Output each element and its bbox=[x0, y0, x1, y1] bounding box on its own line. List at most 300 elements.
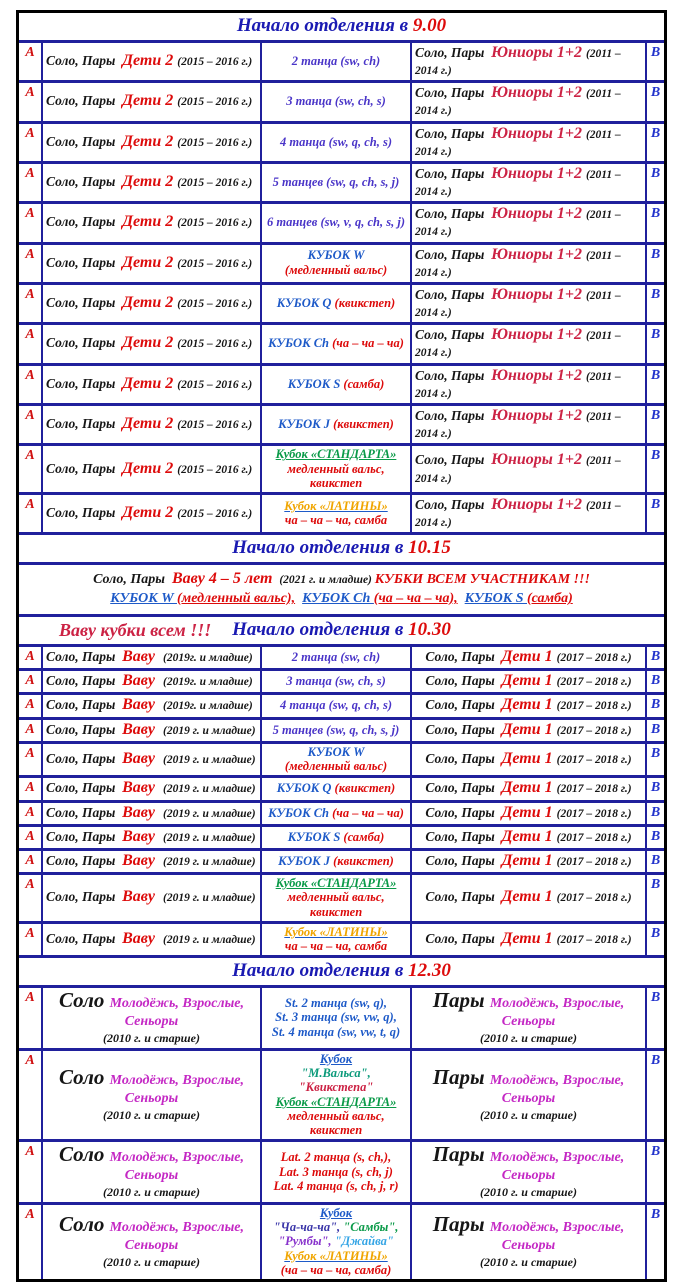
text-run: (2015 – 2016 г.) bbox=[177, 463, 253, 476]
category-left-cell bbox=[43, 1142, 262, 1202]
text-line bbox=[415, 125, 642, 159]
text-run: Соло, Пары bbox=[46, 93, 123, 109]
hall-a-marker: А bbox=[19, 851, 43, 872]
text-line bbox=[415, 804, 642, 822]
hall-b-marker: В bbox=[650, 697, 661, 713]
text-line bbox=[415, 1143, 642, 1184]
text-run: (2019г. и младше) bbox=[162, 651, 253, 664]
category-right-cell bbox=[412, 204, 647, 241]
text-line bbox=[265, 854, 407, 868]
text-run: "Квикстепа" bbox=[298, 1080, 374, 1095]
text-run: Соло, Пары bbox=[46, 852, 123, 868]
text-run: Пары bbox=[432, 1065, 490, 1090]
dances-cell bbox=[262, 851, 412, 872]
dances-cell bbox=[262, 924, 412, 956]
text-run: (2017 – 2018 г.) bbox=[556, 783, 632, 796]
text-run: (2015 – 2016 г.) bbox=[177, 257, 253, 270]
text-run: Дети 1 bbox=[501, 720, 557, 738]
text-line bbox=[46, 989, 257, 1030]
hall-a-marker: А bbox=[19, 924, 43, 956]
category-left-cell bbox=[43, 325, 262, 362]
text-line bbox=[265, 890, 407, 919]
dances-cell bbox=[262, 406, 412, 443]
category-left-cell bbox=[43, 285, 262, 322]
text-line bbox=[415, 696, 642, 714]
category-left-cell bbox=[43, 695, 262, 716]
text-run: (2019г. и младше) bbox=[162, 676, 253, 689]
text-line bbox=[265, 830, 407, 844]
text-line bbox=[265, 650, 407, 664]
text-run: Lat. 4 танца (s, ch, j, r) bbox=[273, 1178, 399, 1193]
text-line bbox=[265, 1165, 407, 1179]
text-run: (2019 г. и младше) bbox=[162, 807, 256, 820]
dances-cell bbox=[262, 803, 412, 824]
text-run: "М.Вальса", bbox=[301, 1066, 374, 1081]
hall-b-marker: В bbox=[650, 367, 661, 383]
schedule-row bbox=[19, 406, 664, 446]
text-run: Ваву bbox=[122, 803, 163, 821]
schedule-row bbox=[19, 124, 664, 164]
dances-cell bbox=[262, 1051, 412, 1140]
text-run: Дети 2 bbox=[122, 504, 178, 522]
session-900 bbox=[19, 13, 664, 43]
category-left-cell bbox=[43, 406, 262, 443]
schedule-row bbox=[19, 446, 664, 495]
text-line bbox=[46, 1213, 257, 1254]
text-line bbox=[46, 750, 257, 768]
text-run: (2015 – 2016 г.) bbox=[177, 55, 253, 68]
text-run: (2021 г. и младше) bbox=[276, 574, 375, 587]
text-line bbox=[265, 759, 407, 773]
text-line bbox=[46, 92, 257, 110]
category-left-cell bbox=[43, 366, 262, 403]
text-run: Соло, Пары bbox=[46, 828, 123, 844]
text-run: (медленный вальс) bbox=[284, 759, 388, 774]
text-run: (2011 – 2014 г.) bbox=[415, 455, 624, 485]
hall-b-marker: В bbox=[650, 1206, 661, 1222]
text-run: (2019 г. и младше) bbox=[162, 831, 256, 844]
text-run: (2011 – 2014 г.) bbox=[415, 289, 624, 320]
text-run: (2019 г. и младше) bbox=[162, 783, 256, 796]
text-run: (2019 г. и младше) bbox=[162, 753, 256, 766]
schedule-row bbox=[19, 924, 664, 959]
header-title bbox=[232, 960, 451, 981]
hall-b-marker: В bbox=[650, 1144, 661, 1160]
text-run: КУБОК W bbox=[307, 744, 365, 759]
category-left-cell bbox=[43, 988, 262, 1048]
text-line bbox=[265, 876, 407, 890]
text-run: Дети 2 bbox=[122, 374, 178, 392]
text-line bbox=[415, 451, 642, 485]
text-run: "Румбы", bbox=[278, 1234, 335, 1249]
category-left-cell bbox=[43, 720, 262, 741]
text-run: Lat. 2 танца (s, ch,), bbox=[280, 1150, 392, 1165]
text-run: Ваву bbox=[122, 672, 163, 690]
text-run: Соло, Пары bbox=[425, 721, 502, 737]
text-line bbox=[265, 447, 407, 461]
category-left-cell bbox=[43, 1051, 262, 1140]
text-run: Дети 2 bbox=[122, 213, 178, 231]
text-line bbox=[415, 930, 642, 948]
hall-b-marker: В bbox=[650, 1052, 661, 1068]
text-run: Соло, Пары bbox=[415, 497, 492, 513]
text-run: (2010 г. и старше) bbox=[480, 1255, 577, 1270]
schedule-row bbox=[19, 851, 664, 875]
text-run: Соло, Пары bbox=[46, 52, 123, 68]
text-run: Соло, Пары bbox=[425, 673, 502, 689]
hall-a-marker: А bbox=[19, 325, 43, 362]
text-line bbox=[46, 334, 257, 352]
text-line bbox=[265, 1052, 407, 1066]
text-run: (квикстеп) bbox=[334, 781, 396, 796]
text-run: Ваву bbox=[122, 779, 163, 797]
text-line bbox=[46, 804, 257, 822]
text-line bbox=[46, 779, 257, 797]
text-line bbox=[415, 989, 642, 1030]
text-line bbox=[415, 1107, 642, 1123]
category-right-cell bbox=[412, 124, 647, 161]
text-run: (2017 – 2018 г.) bbox=[556, 700, 632, 713]
schedule-row bbox=[19, 1051, 664, 1143]
schedule-row bbox=[19, 164, 664, 204]
text-run: Дети 2 bbox=[122, 92, 178, 110]
dances-cell bbox=[262, 695, 412, 716]
text-run: (2015 – 2016 г.) bbox=[177, 217, 253, 230]
text-run: (2015 – 2016 г.) bbox=[177, 96, 253, 109]
text-run: (квикстеп) bbox=[333, 853, 394, 868]
category-right-cell bbox=[412, 988, 647, 1048]
text-line bbox=[265, 925, 407, 939]
category-right-cell bbox=[412, 924, 647, 956]
category-right-cell bbox=[412, 695, 647, 716]
hall-a-marker: А bbox=[19, 671, 43, 692]
text-line bbox=[415, 721, 642, 739]
schedule-row bbox=[19, 83, 664, 123]
dances-cell bbox=[262, 325, 412, 362]
category-left-cell bbox=[43, 778, 262, 799]
text-line bbox=[46, 828, 257, 846]
text-line bbox=[46, 1184, 257, 1200]
text-line bbox=[265, 336, 407, 350]
text-line bbox=[265, 698, 407, 712]
text-run: Дети 2 bbox=[122, 132, 178, 150]
text-run: Начало отделения в bbox=[232, 619, 409, 640]
text-run: (2019 г. и младше) bbox=[162, 724, 256, 737]
category-right-cell bbox=[412, 1142, 647, 1202]
text-run: (2011 – 2014 г.) bbox=[415, 249, 624, 279]
hall-b-marker: В bbox=[650, 497, 661, 513]
category-right-cell bbox=[412, 83, 647, 120]
text-run: Молодёжь, Взрослые, Сеньоры bbox=[109, 1073, 248, 1107]
category-left-cell bbox=[43, 1205, 262, 1279]
text-run: Юниоры 1+2 bbox=[491, 84, 586, 102]
text-run: Дети 1 bbox=[501, 827, 557, 845]
text-run: Соло, Пары bbox=[425, 697, 502, 713]
text-run: Соло, Пары bbox=[46, 750, 123, 766]
text-run: Соло, Пары bbox=[425, 852, 502, 868]
hall-b-marker: В bbox=[650, 286, 661, 302]
text-run: "Джайва" bbox=[334, 1234, 394, 1249]
schedule-row bbox=[19, 366, 664, 406]
text-line bbox=[265, 499, 407, 513]
text-run: КУБОК Q bbox=[276, 781, 335, 796]
dances-cell bbox=[262, 744, 412, 776]
text-run: медленный вальс, квикстеп bbox=[287, 1108, 388, 1138]
hall-a-marker: А bbox=[19, 744, 43, 776]
text-run: Соло, Пары bbox=[46, 375, 123, 391]
hall-a-marker: А bbox=[19, 1205, 43, 1279]
text-run: Соло, Пары bbox=[46, 173, 123, 189]
text-run: ча – ча – ча, самба bbox=[284, 939, 388, 954]
category-left-cell bbox=[43, 647, 262, 668]
session-1015 bbox=[19, 535, 664, 565]
text-run: Начало отделения в bbox=[232, 537, 409, 559]
text-run: 5 танцев (sw, q, ch, s, j) bbox=[272, 722, 400, 737]
text-line bbox=[415, 852, 642, 870]
text-run: Дети 1 bbox=[501, 930, 557, 948]
text-run: Соло, Пары bbox=[46, 780, 123, 796]
text-run: Молодёжь, Взрослые, Сеньоры bbox=[109, 1220, 248, 1254]
hall-a-marker: А bbox=[19, 83, 43, 120]
category-right-cell bbox=[412, 366, 647, 403]
text-run: (2015 – 2016 г.) bbox=[177, 508, 253, 521]
text-run: 4 танца (sw, q, ch, s) bbox=[279, 698, 393, 713]
text-run: Дети 2 bbox=[122, 334, 178, 352]
hall-a-marker: А bbox=[19, 124, 43, 161]
text-line bbox=[46, 375, 257, 393]
dances-cell bbox=[262, 827, 412, 848]
text-run: Соло bbox=[58, 1065, 110, 1090]
text-run: Дети 1 bbox=[501, 647, 557, 665]
text-run: (2015 – 2016 г.) bbox=[177, 338, 253, 351]
schedule-row bbox=[19, 695, 664, 719]
text-line bbox=[415, 1213, 642, 1254]
text-run: Ваву 4 – 5 лет bbox=[171, 570, 277, 588]
text-run: медленный вальс, квикстеп bbox=[287, 890, 388, 919]
hall-a-marker: А bbox=[19, 43, 43, 80]
hall-a-marker: А bbox=[19, 1142, 43, 1202]
text-run: Дети 2 bbox=[122, 459, 178, 477]
text-run: 6 танцев (sw, v, q, ch, s, j) bbox=[267, 215, 405, 230]
hall-a-marker: А bbox=[19, 695, 43, 716]
text-run: (2011 – 2014 г.) bbox=[415, 410, 624, 441]
text-run: 10.30 bbox=[408, 619, 451, 640]
text-line bbox=[265, 1179, 407, 1193]
schedule-row bbox=[19, 778, 664, 802]
text-line bbox=[415, 165, 642, 199]
text-line bbox=[46, 1254, 257, 1270]
text-line bbox=[415, 407, 642, 441]
text-run: Lat. 3 танца (s, ch, j) bbox=[279, 1164, 393, 1179]
text-run: Дети 2 bbox=[122, 293, 178, 311]
text-run: (2019 г. и младше) bbox=[162, 892, 256, 905]
schedule-row bbox=[19, 803, 664, 827]
text-run: (ча – ча – ча), bbox=[373, 591, 458, 607]
text-run: Ваву bbox=[122, 749, 163, 767]
text-run: Соло, Пары bbox=[415, 206, 492, 222]
hall-b-marker: В bbox=[650, 745, 661, 761]
category-right-cell bbox=[412, 1205, 647, 1279]
category-right-cell bbox=[412, 245, 647, 282]
text-run: Юниоры 1+2 bbox=[491, 164, 586, 182]
text-run: (2017 – 2018 г.) bbox=[556, 651, 632, 664]
text-run: Соло, Пары bbox=[415, 85, 492, 101]
schedule-row bbox=[19, 875, 664, 924]
text-run: Ваву bbox=[122, 930, 163, 948]
text-run: (2019г. и младше) bbox=[162, 700, 253, 713]
text-run: Соло, Пары bbox=[425, 889, 502, 905]
hall-a-marker: А bbox=[19, 778, 43, 799]
category-left-cell bbox=[43, 83, 262, 120]
text-run: (ча – ча – ча, самба) bbox=[280, 1262, 392, 1277]
text-run: Юниоры 1+2 bbox=[491, 43, 586, 61]
hall-b-marker: В bbox=[650, 648, 661, 664]
dances-cell bbox=[262, 671, 412, 692]
text-run: Ваву bbox=[122, 647, 163, 665]
dances-cell bbox=[262, 204, 412, 241]
text-run: Соло, Пары bbox=[415, 246, 492, 262]
text-run: КУБОК W bbox=[110, 591, 177, 607]
text-line bbox=[265, 215, 407, 229]
hall-a-marker: А bbox=[19, 164, 43, 201]
category-right-cell bbox=[412, 325, 647, 362]
text-run: (2017 – 2018 г.) bbox=[556, 724, 632, 737]
text-run: Соло, Пары bbox=[46, 889, 123, 905]
text-line bbox=[415, 326, 642, 360]
hall-a-marker: А bbox=[19, 875, 43, 921]
dances-cell bbox=[262, 124, 412, 161]
text-run: (2017 – 2018 г.) bbox=[556, 934, 632, 947]
text-run: Соло, Пары bbox=[46, 335, 123, 351]
text-run: 4 танца (sw, q, ch, s) bbox=[279, 134, 393, 149]
text-line bbox=[46, 294, 257, 312]
text-run: Кубок «ЛАТИНЫ» bbox=[284, 1248, 388, 1263]
schedule-row bbox=[19, 285, 664, 325]
category-left-cell bbox=[43, 43, 262, 80]
dances-cell bbox=[262, 778, 412, 799]
category-right-cell bbox=[412, 43, 647, 80]
category-right-cell bbox=[412, 803, 647, 824]
text-run: Соло, Пары bbox=[415, 125, 492, 141]
text-run: (2010 г. и старше) bbox=[480, 1185, 577, 1200]
dances-cell bbox=[262, 245, 412, 282]
text-run: Соло, Пары bbox=[46, 804, 123, 820]
text-run: Дети 1 bbox=[501, 803, 557, 821]
hall-b-marker: В bbox=[650, 206, 661, 222]
dances-cell bbox=[262, 83, 412, 120]
hall-a-marker: А bbox=[19, 720, 43, 741]
text-run: (ча – ча – ча) bbox=[332, 336, 404, 351]
text-run: Пары bbox=[432, 1142, 490, 1167]
category-left-cell bbox=[43, 671, 262, 692]
category-right-cell bbox=[412, 647, 647, 668]
text-run: Ваву bbox=[122, 888, 163, 906]
category-left-cell bbox=[43, 164, 262, 201]
text-line bbox=[265, 1249, 407, 1263]
text-run: Соло, Пары bbox=[46, 214, 123, 230]
hall-b-marker: В bbox=[650, 990, 661, 1006]
text-run: (2010 г. и старше) bbox=[103, 1255, 200, 1270]
text-line bbox=[265, 175, 407, 189]
dances-cell bbox=[262, 495, 412, 532]
text-run: Соло, Пары bbox=[46, 294, 123, 310]
hall-b-marker: В bbox=[650, 85, 661, 101]
dances-cell bbox=[262, 43, 412, 80]
category-left-cell bbox=[43, 827, 262, 848]
text-line bbox=[25, 568, 658, 590]
text-run: "Ча-ча-ча", bbox=[273, 1220, 344, 1235]
text-run: "Самбы", bbox=[343, 1220, 399, 1235]
text-line bbox=[265, 781, 407, 795]
text-run: Юниоры 1+2 bbox=[491, 496, 586, 514]
text-line bbox=[415, 1030, 642, 1046]
text-line bbox=[415, 84, 642, 118]
category-left-cell bbox=[43, 924, 262, 956]
text-run: 2 танца (sw, ch) bbox=[291, 53, 381, 68]
hall-a-marker: А bbox=[19, 446, 43, 492]
text-run: (2019 г. и младше) bbox=[162, 855, 256, 868]
category-left-cell bbox=[43, 744, 262, 776]
text-run: 12.30 bbox=[408, 960, 451, 982]
text-run: (2010 г. и старше) bbox=[480, 1031, 577, 1046]
hall-a-marker: А bbox=[19, 406, 43, 443]
baby-cups-info bbox=[19, 565, 664, 617]
hall-b-marker: В bbox=[650, 165, 661, 181]
dances-cell bbox=[262, 1205, 412, 1279]
text-run: Соло, Пары bbox=[46, 648, 123, 664]
text-run: (2011 – 2014 г.) bbox=[415, 128, 624, 158]
text-run: Юниоры 1+2 bbox=[491, 285, 586, 303]
text-run: (2015 – 2016 г.) bbox=[177, 297, 253, 310]
text-run: St. 2 танца (sw, q), bbox=[285, 996, 387, 1011]
category-right-cell bbox=[412, 285, 647, 322]
text-run: Юниоры 1+2 bbox=[491, 245, 586, 263]
hall-b-marker: В bbox=[650, 828, 661, 844]
text-run: Соло, Пары bbox=[46, 673, 123, 689]
schedule-table bbox=[16, 10, 667, 1282]
text-line bbox=[265, 248, 407, 262]
text-run: Соло bbox=[58, 1142, 110, 1167]
text-run: Дети 1 bbox=[501, 672, 557, 690]
text-run: Юниоры 1+2 bbox=[491, 326, 586, 344]
text-line bbox=[265, 513, 407, 527]
text-run: Юниоры 1+2 bbox=[491, 124, 586, 142]
schedule-row bbox=[19, 827, 664, 851]
text-run: Соло, Пары bbox=[46, 415, 123, 431]
text-run: Дети 2 bbox=[122, 51, 178, 69]
category-left-cell bbox=[43, 851, 262, 872]
text-run: (2011 – 2014 г.) bbox=[415, 209, 624, 239]
text-line bbox=[265, 745, 407, 759]
hall-a-marker: А bbox=[19, 245, 43, 282]
text-run: Дети 1 bbox=[501, 888, 557, 906]
schedule-row bbox=[19, 204, 664, 244]
dances-cell bbox=[262, 366, 412, 403]
header-title bbox=[232, 537, 451, 558]
text-run: КУБОК S bbox=[287, 376, 344, 391]
schedule-row bbox=[19, 671, 664, 695]
text-run: St. 4 танца (sw, vw, t, q) bbox=[271, 1024, 401, 1039]
text-run: (2019 г. и младше) bbox=[162, 934, 256, 947]
text-run: КУБКИ ВСЕМ УЧАСТНИКАМ !!! bbox=[374, 572, 590, 588]
hall-b-marker: В bbox=[650, 925, 661, 941]
text-line bbox=[415, 779, 642, 797]
text-run: КУБОК S bbox=[287, 829, 344, 844]
text-run: Молодёжь, Взрослые, Сеньоры bbox=[489, 1220, 628, 1254]
text-run: 10.15 bbox=[408, 537, 451, 559]
text-line bbox=[265, 1234, 407, 1248]
text-run: 9.00 bbox=[412, 15, 447, 36]
